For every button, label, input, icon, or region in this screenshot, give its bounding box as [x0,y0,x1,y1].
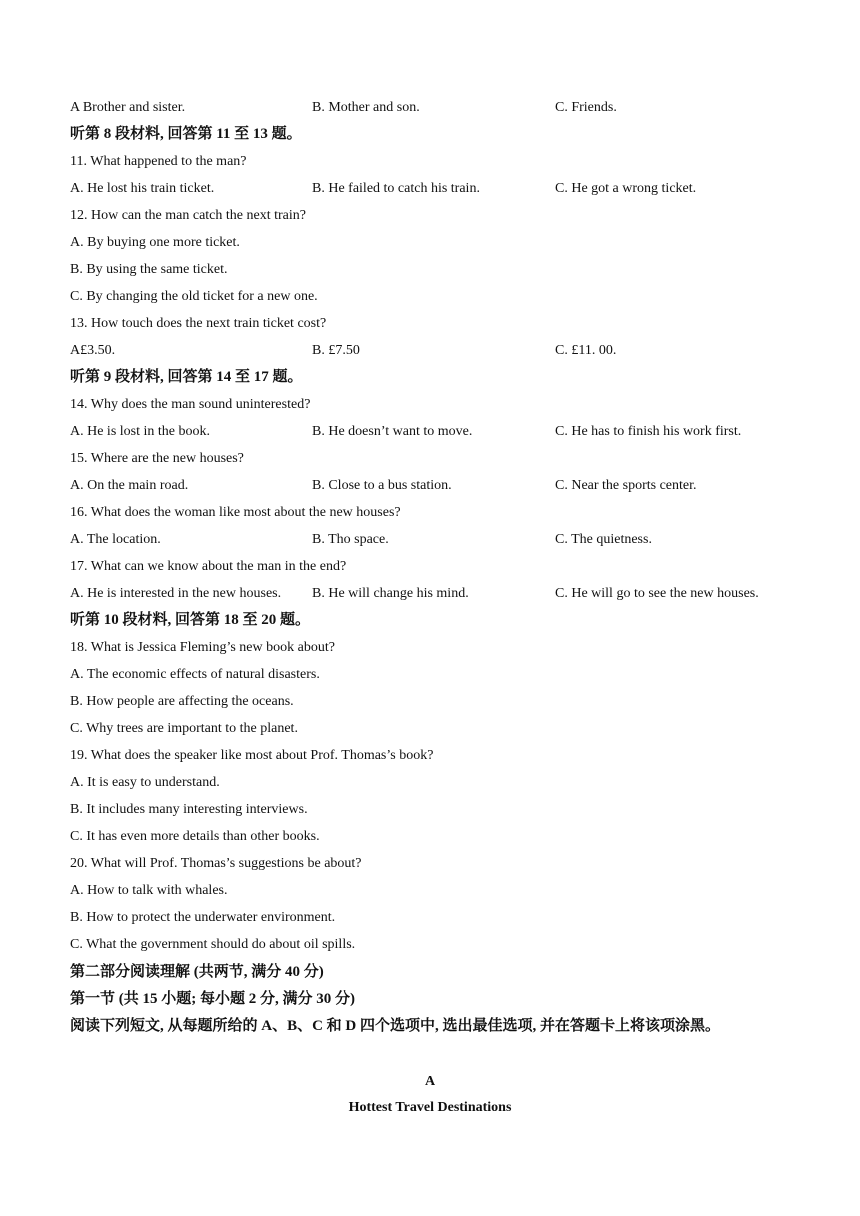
option-c: C. The quietness. [555,532,652,547]
option-a: A. On the main road. [70,478,189,493]
option-c: C. It has even more details than other books. [70,829,320,844]
option-a: A. The economic effects of natural disasters. [70,667,320,682]
question-15: 15. Where are the new houses? [70,451,244,466]
options-row [70,180,810,198]
option-b: B. Mother and son. [312,100,420,115]
option-a: A Brother and sister. [70,100,186,115]
options-row [70,99,810,117]
option-a: A. He is lost in the book. [70,424,210,439]
section-heading-8: 听第 8 段材料, 回答第 11 至 13 题。 [70,126,302,142]
question-19: 19. What does the speaker like most about Prof. Thomas’s book? [70,748,434,763]
question-20: 20. What will Prof. Thomas’s suggestions be about? [70,856,362,871]
question-17: 17. What can we know about the man in the end? [70,559,347,574]
option-c: C. Friends. [555,100,617,115]
option-b: B. He doesn’t want to move. [312,424,473,439]
option-c: C. He will go to see the new houses. [555,586,759,601]
options-row [70,531,810,549]
options-row [70,477,810,495]
question-16: 16. What does the woman like most about the new houses? [70,505,401,520]
question-13: 13. How touch does the next train ticket cost? [70,316,327,331]
question-11: 11. What happened to the man? [70,154,247,169]
option-a: A. By buying one more ticket. [70,235,240,250]
option-c: C. £11. 00. [555,343,617,358]
passage-letter: A [424,1074,436,1089]
option-b: B. He will change his mind. [312,586,469,601]
option-b: B. How people are affecting the oceans. [70,694,294,709]
option-b: B. £7.50 [312,343,360,358]
question-14: 14. Why does the man sound uninterested? [70,397,311,412]
option-c: C. By changing the old ticket for a new one. [70,289,318,304]
option-c: C. He has to finish his work first. [555,424,742,439]
option-b: B. Tho space. [312,532,389,547]
section-heading-9: 听第 9 段材料, 回答第 14 至 17 题。 [70,369,303,385]
option-a: A. He is interested in the new houses. [70,586,282,601]
question-18: 18. What is Jessica Fleming’s new book about? [70,640,335,655]
option-b: B. By using the same ticket. [70,262,228,277]
option-b: B. He failed to catch his train. [312,181,480,196]
section-heading-10: 听第 10 段材料, 回答第 18 至 20 题。 [70,612,311,628]
option-a: A. It is easy to understand. [70,775,220,790]
option-a: A. The location. [70,532,161,547]
section-one-heading: 第一节 (共 15 小题; 每小题 2 分, 满分 30 分) [70,991,355,1007]
option-b: B. How to protect the underwater environment. [70,910,336,925]
option-b: B. Close to a bus station. [312,478,452,493]
part-two-heading: 第二部分阅读理解 (共两节, 满分 40 分) [70,964,324,980]
option-c: C. Near the sports center. [555,478,697,493]
option-a: A. How to talk with whales. [70,883,228,898]
options-row [70,585,810,603]
option-c: C. Why trees are important to the planet. [70,721,298,736]
options-row [70,423,810,441]
options-row [70,342,810,360]
option-a: A£3.50. [70,343,116,358]
question-12: 12. How can the man catch the next train? [70,208,306,223]
option-c: C. What the government should do about oil spills. [70,937,356,952]
option-c: C. He got a wrong ticket. [555,181,697,196]
option-b: B. It includes many interesting interviews. [70,802,308,817]
reading-instruction: 阅读下列短文, 从每题所给的 A、B、C 和 D 四个选项中, 选出最佳选项, 并在答题卡上将该项涂黑。 [70,1018,721,1034]
passage-title: Hottest Travel Destinations [348,1100,512,1115]
option-a: A. He lost his train ticket. [70,181,215,196]
